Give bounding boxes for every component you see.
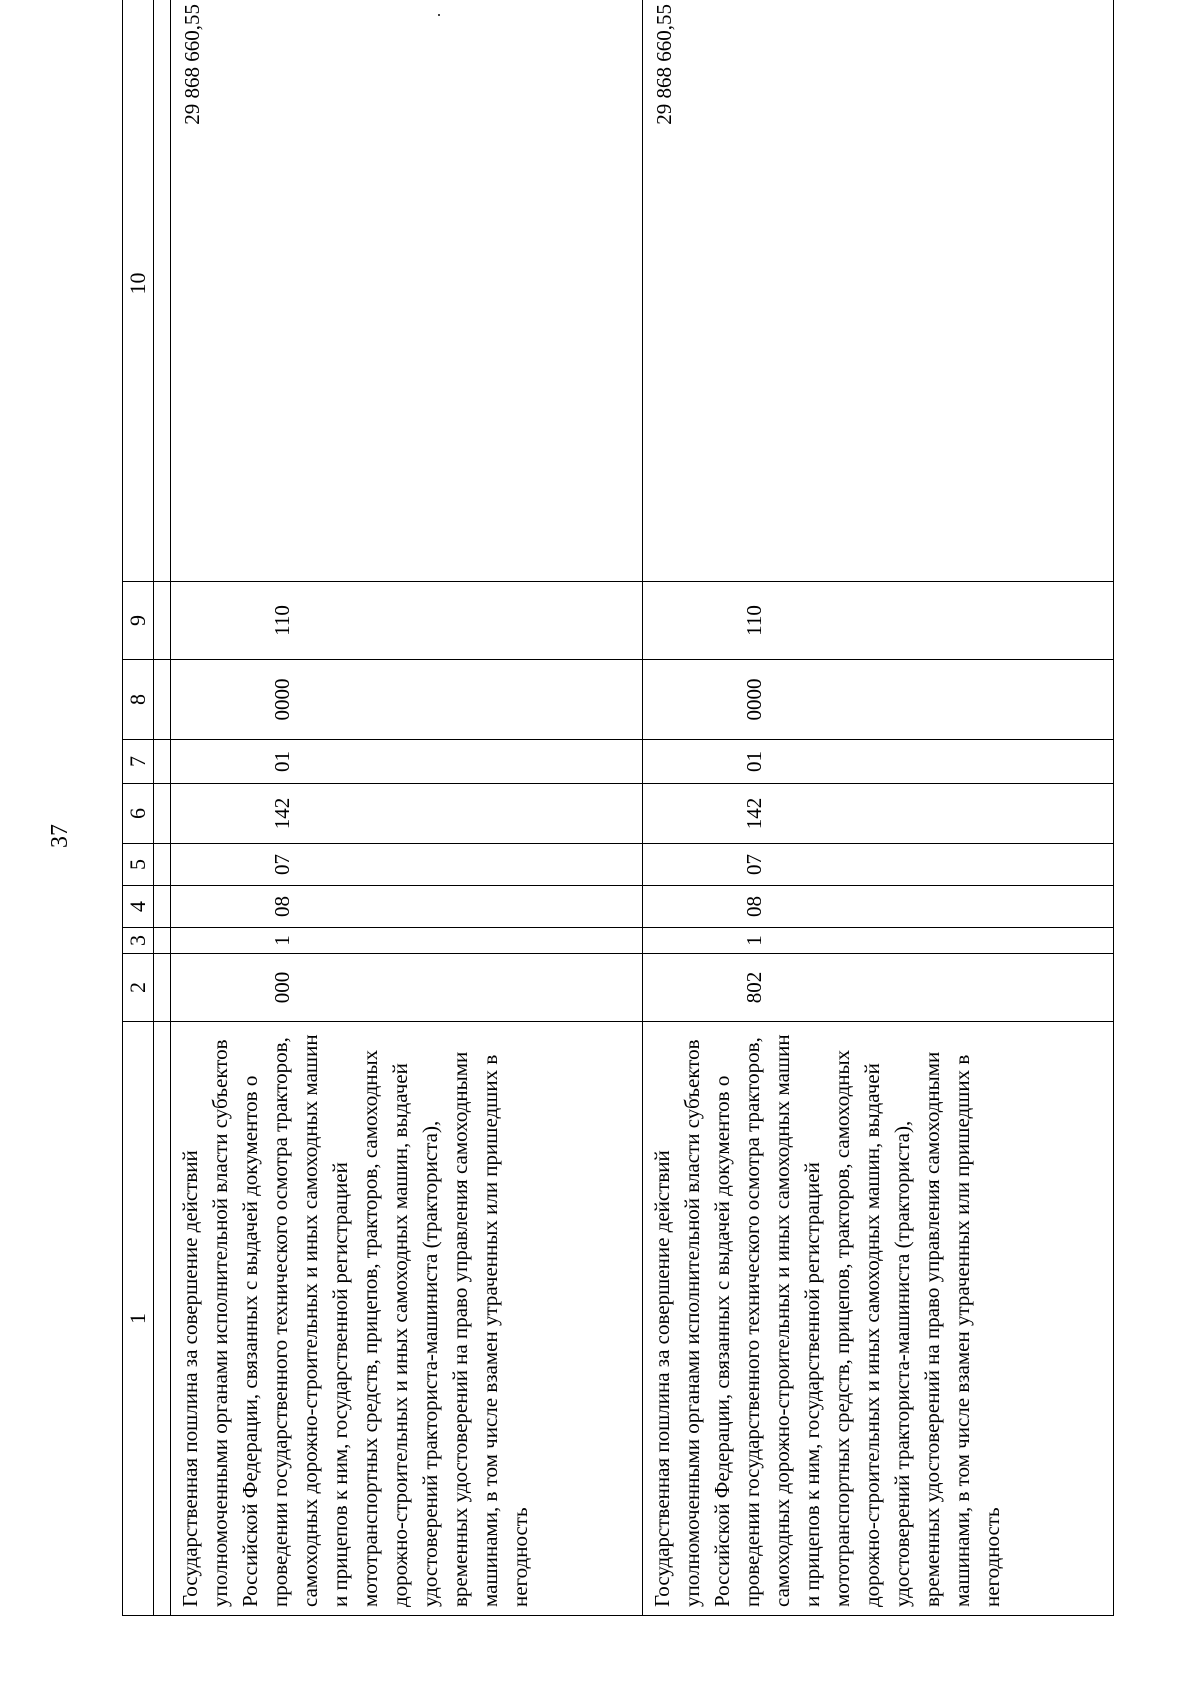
program-code-cell: 0000: [642, 660, 1114, 740]
revenue-table: [122, 0, 1114, 1616]
spacer-row: [154, 0, 171, 1616]
subgroup-code-cell: 08: [171, 886, 643, 928]
table-row: [171, 0, 643, 1616]
col-header-6: 6: [123, 784, 154, 844]
description-cell: [171, 1022, 643, 1616]
col-header-1: 1: [123, 1022, 154, 1616]
description-line: Государственная пошлина за совершение действий: [649, 1150, 674, 1607]
description-line: самоходных дорожно-строительных и иных самоходных машин: [769, 1034, 794, 1607]
col-header-3: 3: [123, 928, 154, 954]
description-line: дорожно-строительных и иных самоходных машин, выдачей: [859, 1063, 884, 1607]
description-line: самоходных дорожно-строительных и иных самоходных машин: [298, 1034, 322, 1607]
table-row: [642, 0, 1114, 1616]
col-header-7: 7: [123, 740, 154, 784]
description-line: негодность: [508, 1507, 532, 1607]
classification-code-cell: 110: [171, 582, 643, 660]
description-line: мототранспортных средств, прицепов, тракторов, самоходных: [829, 1049, 854, 1607]
description-line: машинами, в том числе взамен утраченных или пришедших в: [478, 1054, 502, 1607]
element-code-cell: 01: [642, 740, 1114, 784]
description-line: уполномоченными органами исполнительной власти субъектов: [208, 1039, 232, 1607]
col-header-5: 5: [123, 844, 154, 886]
col-header-2: 2: [123, 954, 154, 1022]
description-line: временных удостоверений на право управления самоходными: [919, 1051, 944, 1607]
admin-code-cell: 802: [642, 954, 1114, 1022]
description-line: и прицепов к ним, государственной регистрацией: [328, 1162, 352, 1607]
description-line: и прицепов к ним, государственной регистрацией: [799, 1162, 824, 1607]
description-line: Российской Федерации, связанных с выдачей документов о: [238, 1075, 262, 1607]
description-line: удостоверений тракториста-машиниста (тракториста),: [889, 1120, 914, 1607]
admin-code-cell: 000: [171, 954, 643, 1022]
subarticle-code-cell: 142: [171, 784, 643, 844]
col-header-4: 4: [123, 886, 154, 928]
description-line: временных удостоверений на право управления самоходными: [448, 1051, 472, 1607]
description-line: проведении государственного технического осмотра тракторов,: [268, 1037, 292, 1607]
header-row: [123, 0, 154, 1616]
rotated-table-wrapper: [122, 4, 1114, 1616]
description-line: мототранспортных средств, прицепов, тракторов, самоходных: [358, 1049, 382, 1607]
group-code-cell: 1: [642, 928, 1114, 954]
program-code-cell: 0000: [171, 660, 643, 740]
col-header-9: 9: [123, 582, 154, 660]
group-code-cell: 1: [171, 928, 643, 954]
col-header-10: 10: [123, 0, 154, 582]
element-code-cell: 01: [171, 740, 643, 784]
amount-cell: 29 868 660,55: [642, 0, 1114, 582]
description-line: удостоверений тракториста-машиниста (тракториста),: [418, 1120, 442, 1607]
classification-code-cell: 110: [642, 582, 1114, 660]
subgroup-code-cell: 08: [642, 886, 1114, 928]
page-number: 37: [47, 824, 73, 848]
amount-cell: 29 868 660,55: [171, 0, 643, 582]
article-code-cell: 07: [171, 844, 643, 886]
description-line: Российской Федерации, связанных с выдачей документов о: [709, 1075, 734, 1607]
description-line: проведении государственного технического осмотра тракторов,: [739, 1037, 764, 1607]
col-header-8: 8: [123, 660, 154, 740]
description-line: уполномоченными органами исполнительной власти субъектов: [679, 1039, 704, 1607]
description-line: Государственная пошлина за совершение действий: [178, 1150, 202, 1607]
description-cell: [642, 1022, 1114, 1616]
article-code-cell: 07: [642, 844, 1114, 886]
subarticle-code-cell: 142: [642, 784, 1114, 844]
description-line: негодность: [979, 1507, 1004, 1607]
description-line: дорожно-строительных и иных самоходных машин, выдачей: [388, 1063, 412, 1607]
description-line: машинами, в том числе взамен утраченных или пришедших в: [949, 1054, 974, 1607]
